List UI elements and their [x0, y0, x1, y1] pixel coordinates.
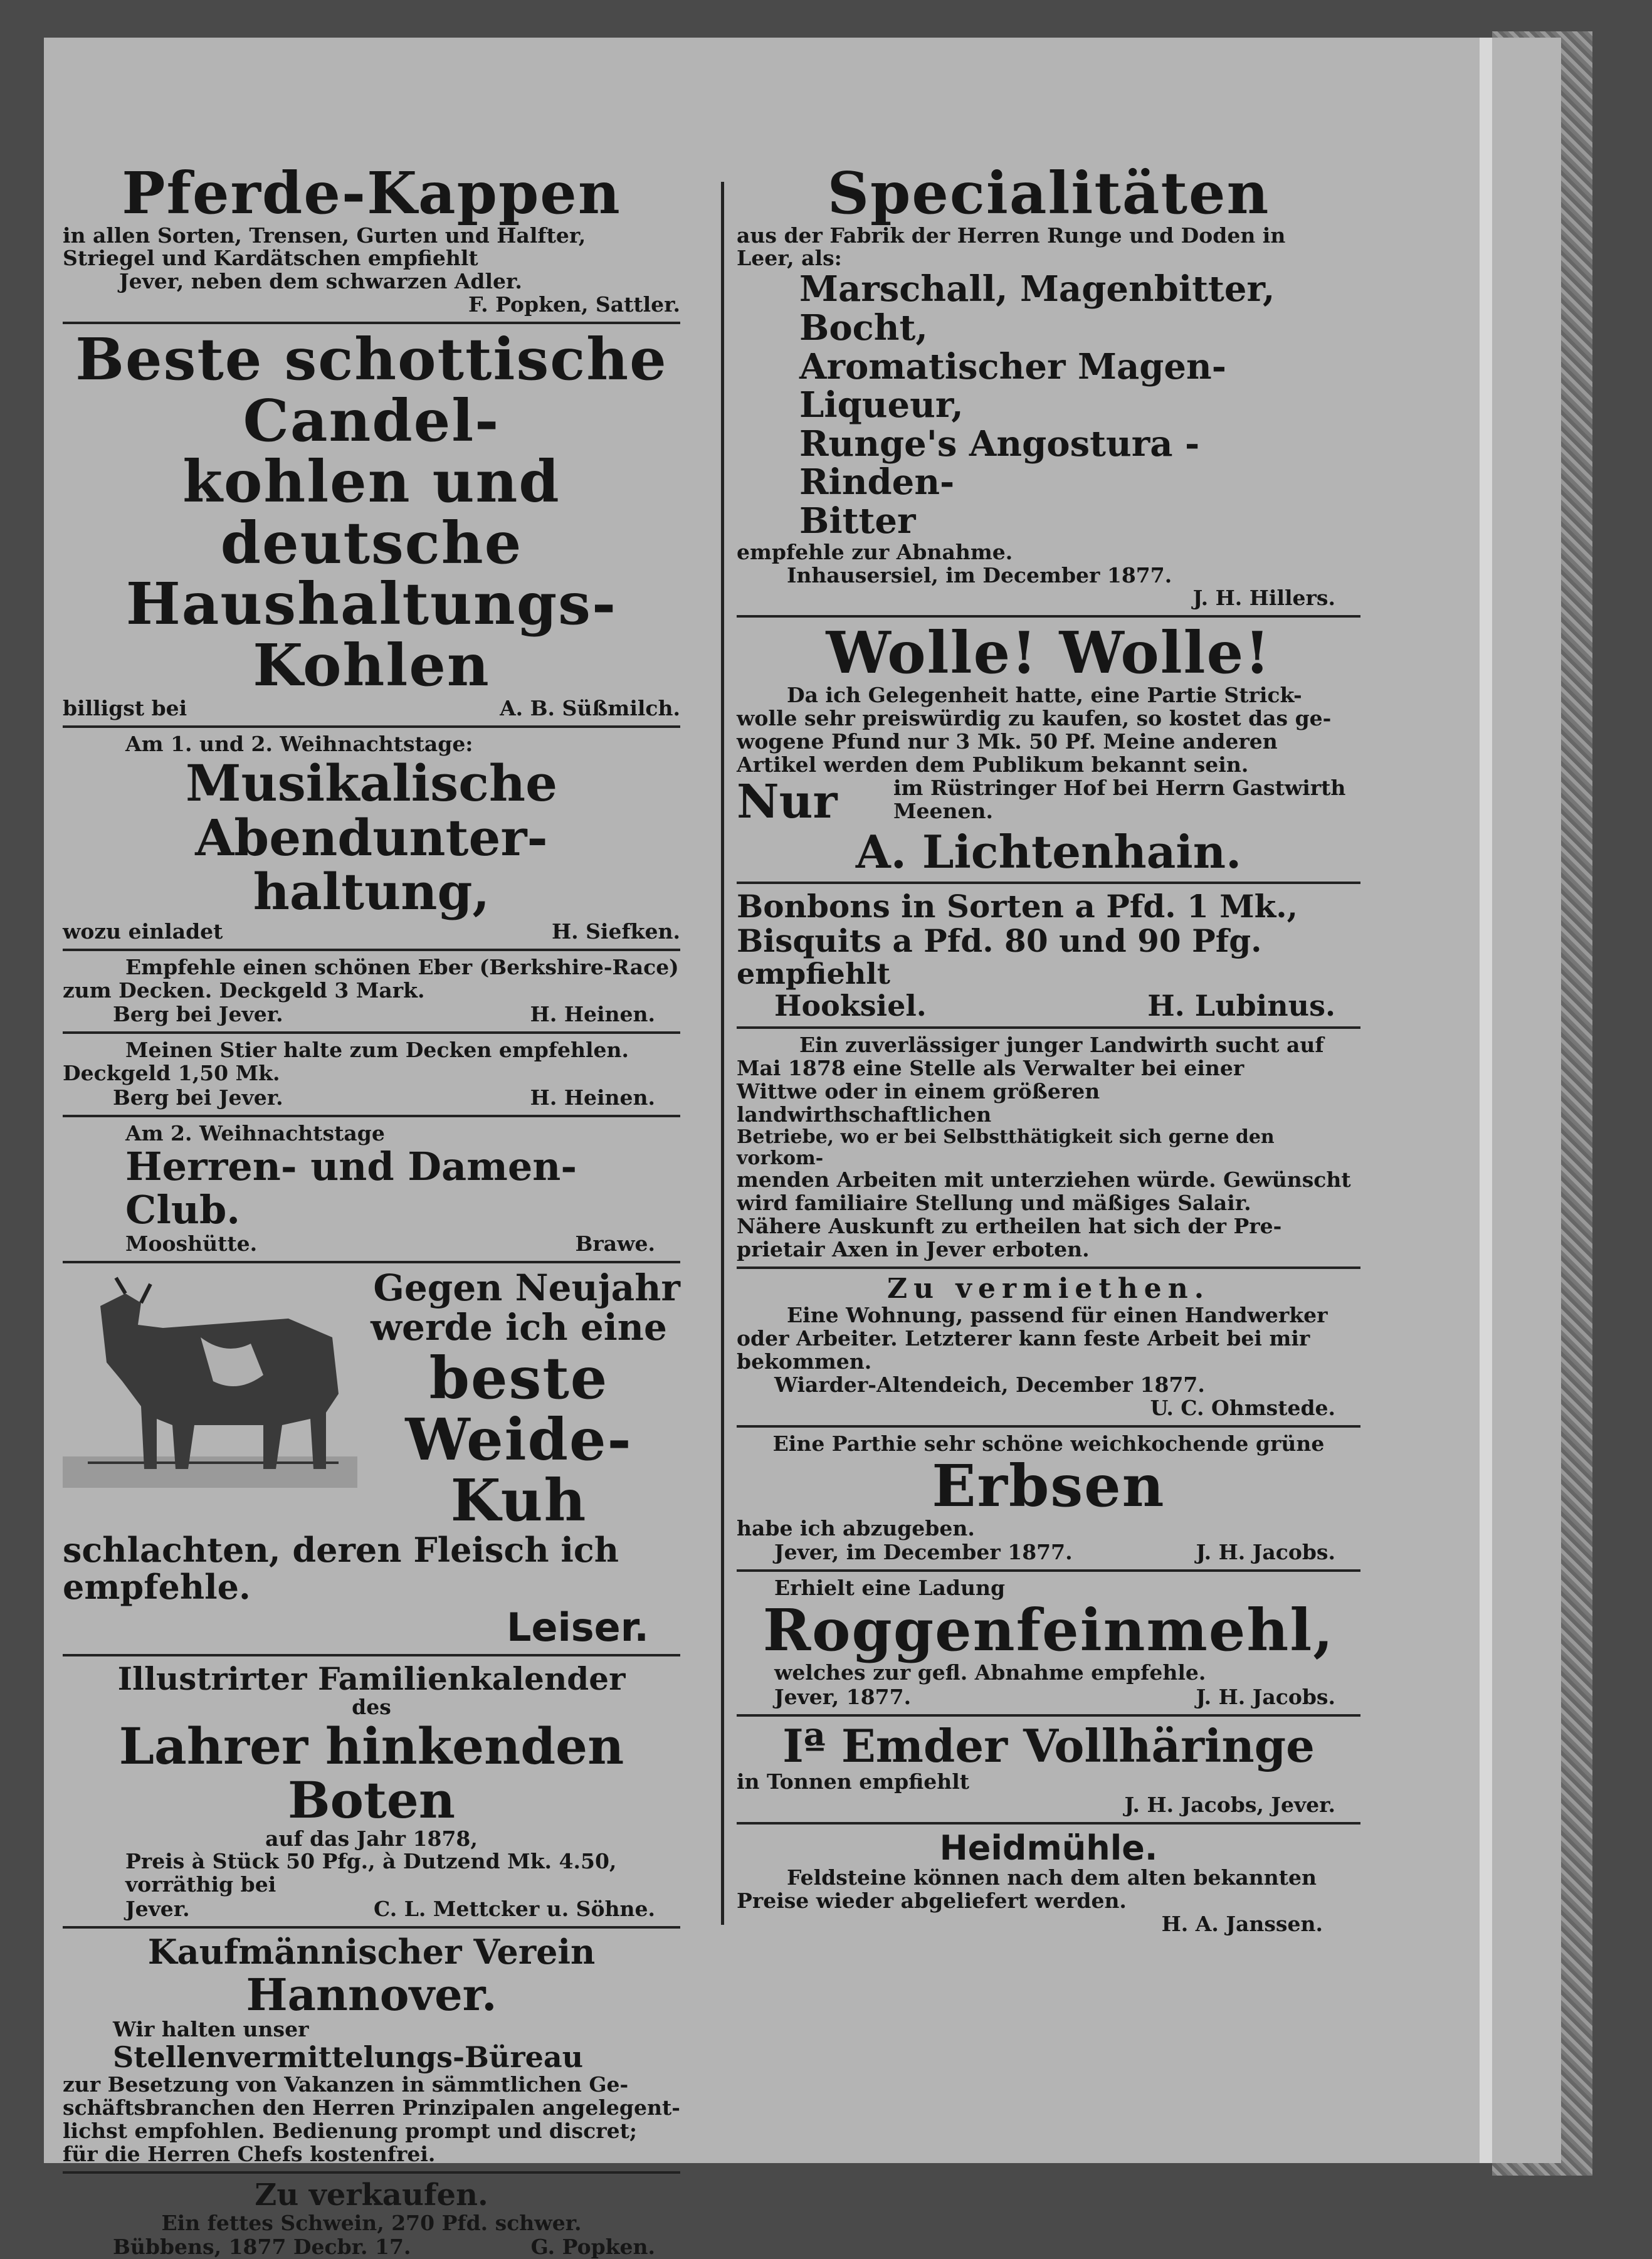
- ad-text: menden Arbeiten mit unterziehen würde. Gewünscht: [737, 1167, 1351, 1193]
- separator: [737, 1425, 1360, 1428]
- ad-title: Heidmühle.: [939, 1828, 1158, 1868]
- ad-stier: [63, 1039, 680, 1110]
- ad-text: Gegen Neujahr: [373, 1266, 680, 1309]
- separator: [737, 882, 1360, 884]
- ad-pferde-kappen: [63, 159, 680, 317]
- ad-kohlen: [63, 325, 680, 721]
- ad-text: Da ich Gelegenheit hatte, eine Partie Strick-: [787, 682, 1302, 707]
- ad-title: Beste schottische Candel-: [75, 325, 668, 455]
- ad-text: Ein zuverlässiger junger Landwirth sucht auf: [799, 1033, 1324, 1058]
- ad-text: prietair Axen in Jever erboten.: [737, 1236, 1090, 1261]
- ad-location: Jever, neben dem schwarzen Adler.: [119, 269, 522, 294]
- ad-location: Inhausersiel, im December 1877.: [787, 562, 1172, 587]
- ad-specialitaeten: [737, 159, 1360, 611]
- separator: [63, 1261, 680, 1263]
- separator: [63, 322, 680, 324]
- ad-signature: H. Siefken.: [551, 919, 680, 944]
- ad-text: billigst bei: [63, 696, 187, 721]
- ad-signature: A. B. Süßmilch.: [500, 696, 680, 721]
- ad-text: Illustrirter Familienkalender: [117, 1660, 626, 1697]
- ad-signature: H. Heinen.: [530, 1085, 655, 1110]
- ad-title: Iª Emder Vollhäringe: [782, 1719, 1315, 1772]
- ad-title: Musikalische Abendunter-: [185, 754, 557, 867]
- separator: [63, 2171, 680, 2174]
- ad-location: Berg bei Jever.: [113, 1002, 283, 1027]
- ad-text: Eine Wohnung, passend für einen Handwerker: [787, 1303, 1328, 1328]
- ad-text: Eine Parthie sehr schöne weichkochende grüne: [772, 1431, 1325, 1456]
- ad-location: Jever, im December 1877.: [774, 1540, 1073, 1565]
- ad-text: Nur: [737, 774, 838, 829]
- ad-text: vorräthig bei: [125, 1872, 276, 1897]
- ad-signature: H. A. Janssen.: [1161, 1911, 1323, 1936]
- ad-text: habe ich abzugeben.: [737, 1515, 975, 1540]
- ad-signature: G. Popken.: [530, 2235, 655, 2259]
- ad-text: Erhielt eine Ladung: [774, 1576, 1006, 1601]
- ad-title: Haushaltungs-Kohlen: [125, 570, 618, 699]
- column-divider: [721, 182, 724, 1925]
- ad-signature: Leiser.: [506, 1604, 649, 1650]
- separator: [737, 1266, 1360, 1269]
- ad-text: welches zur gefl. Abnahme empfehle.: [774, 1660, 1206, 1685]
- ad-text: Striegel und Kardätschen empfiehlt: [63, 246, 478, 271]
- ad-title: Wolle! Wolle!: [826, 619, 1271, 687]
- ad-text: werde ich eine: [371, 1306, 667, 1349]
- ad-text: zum Decken. Deckgeld 3 Mark.: [63, 977, 425, 1003]
- ad-signature: C. L. Mettcker u. Söhne.: [374, 1897, 655, 1922]
- ad-erbsen: [737, 1433, 1360, 1564]
- ad-text: wozu einladet: [63, 919, 223, 944]
- ad-text: in Tonnen empfiehlt: [737, 1769, 970, 1794]
- ad-schwein: [63, 2179, 680, 2259]
- ad-text: schlachten, deren Fleisch ich empfehle.: [63, 1529, 619, 1608]
- ad-location: Wiarder-Altendeich, December 1877.: [774, 1372, 1205, 1398]
- ad-text: Stellenvermittelungs-Büreau: [113, 2040, 584, 2075]
- ad-wolle: [737, 619, 1360, 879]
- ad-text: Am 1. und 2. Weihnachtstage:: [125, 732, 473, 757]
- separator: [63, 1115, 680, 1117]
- separator: [737, 1714, 1360, 1717]
- ad-text: Empfehle einen schönen Eber (Berkshire-Race): [125, 954, 679, 979]
- ad-signature: F. Popken, Sattler.: [468, 292, 680, 317]
- ad-text: empfiehlt: [737, 956, 890, 991]
- ad-roggen: [737, 1577, 1360, 1709]
- left-column: [63, 159, 680, 2259]
- ad-text: Meinen Stier halte zum Decken empfehlen.: [125, 1038, 629, 1063]
- ad-text: Am 2. Weihnachtstage: [125, 1121, 385, 1146]
- ad-title: Pferde-Kappen: [122, 159, 621, 227]
- ad-kalender: [63, 1661, 680, 1922]
- separator: [63, 1031, 680, 1034]
- ad-title: Zu verkaufen.: [255, 2177, 488, 2213]
- ad-signature: J. H. Hillers.: [1192, 586, 1335, 611]
- ad-text: bekommen.: [737, 1349, 872, 1374]
- ad-title: haltung,: [253, 862, 490, 922]
- separator: [63, 949, 680, 951]
- ad-text: im Rüstringer Hof bei Herrn Gastwirth: [893, 775, 1346, 800]
- ad-location: Hooksiel.: [774, 988, 927, 1023]
- ad-text: Bisquits a Pfd. 80 und 90 Pfg.: [737, 922, 1262, 959]
- ad-text: Deckgeld 1,50 Mk.: [63, 1061, 280, 1086]
- ad-title: Herren- und Damen-Club.: [125, 1144, 577, 1233]
- ad-title: kohlen und deutsche: [182, 448, 560, 577]
- ad-location: Mooshütte.: [125, 1231, 258, 1256]
- ad-text: Preis à Stück 50 Pfg., à Dutzend Mk. 4.50,: [125, 1849, 617, 1874]
- ad-text: oder Arbeiter. Letzterer kann feste Arbeit bei mir: [737, 1326, 1310, 1351]
- separator: [63, 725, 680, 728]
- ad-title: Erbsen: [932, 1452, 1165, 1520]
- ad-title: Kuh: [450, 1467, 587, 1535]
- ad-text: Wir halten unser: [113, 2017, 309, 2042]
- ad-title: Kaufmännischer Verein: [147, 1932, 596, 1972]
- ad-musik: [63, 733, 680, 943]
- ad-location: Jever, 1877.: [774, 1684, 912, 1709]
- ad-title: Specialitäten: [827, 159, 1270, 227]
- ad-text: Runge's Angostura - Rinden-: [799, 423, 1200, 503]
- separator: [737, 615, 1360, 618]
- ad-text: wogene Pfund nur 3 Mk. 50 Pf. Meine anderen: [737, 729, 1278, 754]
- ad-text: Bonbons in Sorten a Pfd. 1 Mk.,: [737, 887, 1298, 925]
- ad-text: Aromatischer Magen-Liqueur,: [799, 345, 1226, 426]
- ad-title: Lahrer hinkenden Boten: [118, 1716, 624, 1830]
- ad-title: Zu vermiethen.: [887, 1272, 1211, 1305]
- ad-bonbons: [737, 889, 1360, 1021]
- ad-text: wolle sehr preiswürdig zu kaufen, so kostet das ge-: [737, 705, 1332, 730]
- ad-text: Ein fettes Schwein, 270 Pfd. schwer.: [161, 2210, 582, 2235]
- ad-text: aus der Fabrik der Herren Runge und Doden in: [737, 223, 1286, 248]
- separator: [737, 1822, 1360, 1825]
- ad-verein: [63, 1934, 680, 2166]
- ad-vermiethen: [737, 1274, 1360, 1420]
- ad-title: Hannover.: [246, 1968, 497, 2021]
- ad-text: lichst empfohlen. Bedienung prompt und discret;: [63, 2118, 638, 2143]
- separator: [63, 1654, 680, 1656]
- separator: [737, 1569, 1360, 1572]
- cow-illustration: [63, 1268, 357, 1500]
- ad-signature: U. C. Ohmstede.: [1150, 1396, 1335, 1421]
- ad-text: Betriebe, wo er bei Selbstthätigkeit sich gerne den vorkom-: [737, 1125, 1275, 1169]
- ad-signature: J. H. Jacobs, Jever.: [1124, 1792, 1335, 1817]
- ad-signature: H. Lubinus.: [1147, 988, 1335, 1023]
- ad-text: Nähere Auskunft zu ertheilen hat sich der Pre-: [737, 1214, 1282, 1238]
- ad-kuh: [63, 1268, 680, 1649]
- ad-text: Leer, als:: [737, 246, 842, 271]
- separator: [737, 1026, 1360, 1029]
- right-column: [737, 159, 1360, 1936]
- ad-heidmuehle: [737, 1830, 1360, 1936]
- ad-location: Bübbens, 1877 Decbr. 17.: [113, 2235, 411, 2259]
- ad-text: Marschall, Magenbitter, Bocht,: [799, 268, 1275, 349]
- ad-text: auf das Jahr 1878,: [265, 1826, 478, 1851]
- ad-signature: H. Heinen.: [530, 1002, 655, 1027]
- ad-text: für die Herren Chefs kostenfrei.: [63, 2141, 436, 2166]
- ad-title: beste Weide-: [405, 1344, 633, 1473]
- ad-heringe: [737, 1719, 1360, 1817]
- ad-text: Preise wieder abgeliefert werden.: [737, 1888, 1127, 1913]
- ad-text: Bitter: [799, 500, 916, 542]
- ad-title: Roggenfeinmehl,: [762, 1596, 1335, 1665]
- ad-text: empfehle zur Abnahme.: [737, 539, 1013, 564]
- ad-signature: J. H. Jacobs.: [1196, 1540, 1335, 1565]
- ad-signature: J. H. Jacobs.: [1196, 1684, 1335, 1709]
- ad-landwirth: [737, 1034, 1360, 1261]
- ad-location: Berg bei Jever.: [113, 1085, 283, 1110]
- ad-text: des: [352, 1694, 391, 1719]
- ad-signature: A. Lichtenhain.: [855, 825, 1242, 879]
- ad-location: Jever.: [125, 1897, 190, 1922]
- ad-text: wird familiaire Stellung und mäßiges Salair.: [737, 1191, 1251, 1216]
- separator: [63, 1926, 680, 1929]
- ad-text: schäftsbranchen den Herren Prinzipalen angelegent-: [63, 2095, 680, 2120]
- ad-text: in allen Sorten, Trensen, Gurten und Halfter,: [63, 223, 586, 248]
- ad-text: Meenen.: [893, 798, 993, 823]
- ad-text: Wittwe oder in einem größeren landwirthschaftlichen: [737, 1079, 1100, 1127]
- ad-signature: Brawe.: [575, 1231, 655, 1256]
- ad-text: Feldsteine können nach dem alten bekannten: [787, 1865, 1317, 1890]
- ad-eber: [63, 956, 680, 1027]
- ad-text: zur Besetzung von Vakanzen in sämmtlichen Ge-: [63, 2072, 629, 2097]
- ad-text: Artikel werden dem Publikum bekannt sein.: [737, 752, 1249, 777]
- ad-club: [63, 1122, 680, 1255]
- page-margin-strip: [1480, 38, 1492, 2163]
- ad-text: Mai 1878 eine Stelle als Verwalter bei einer: [737, 1056, 1244, 1081]
